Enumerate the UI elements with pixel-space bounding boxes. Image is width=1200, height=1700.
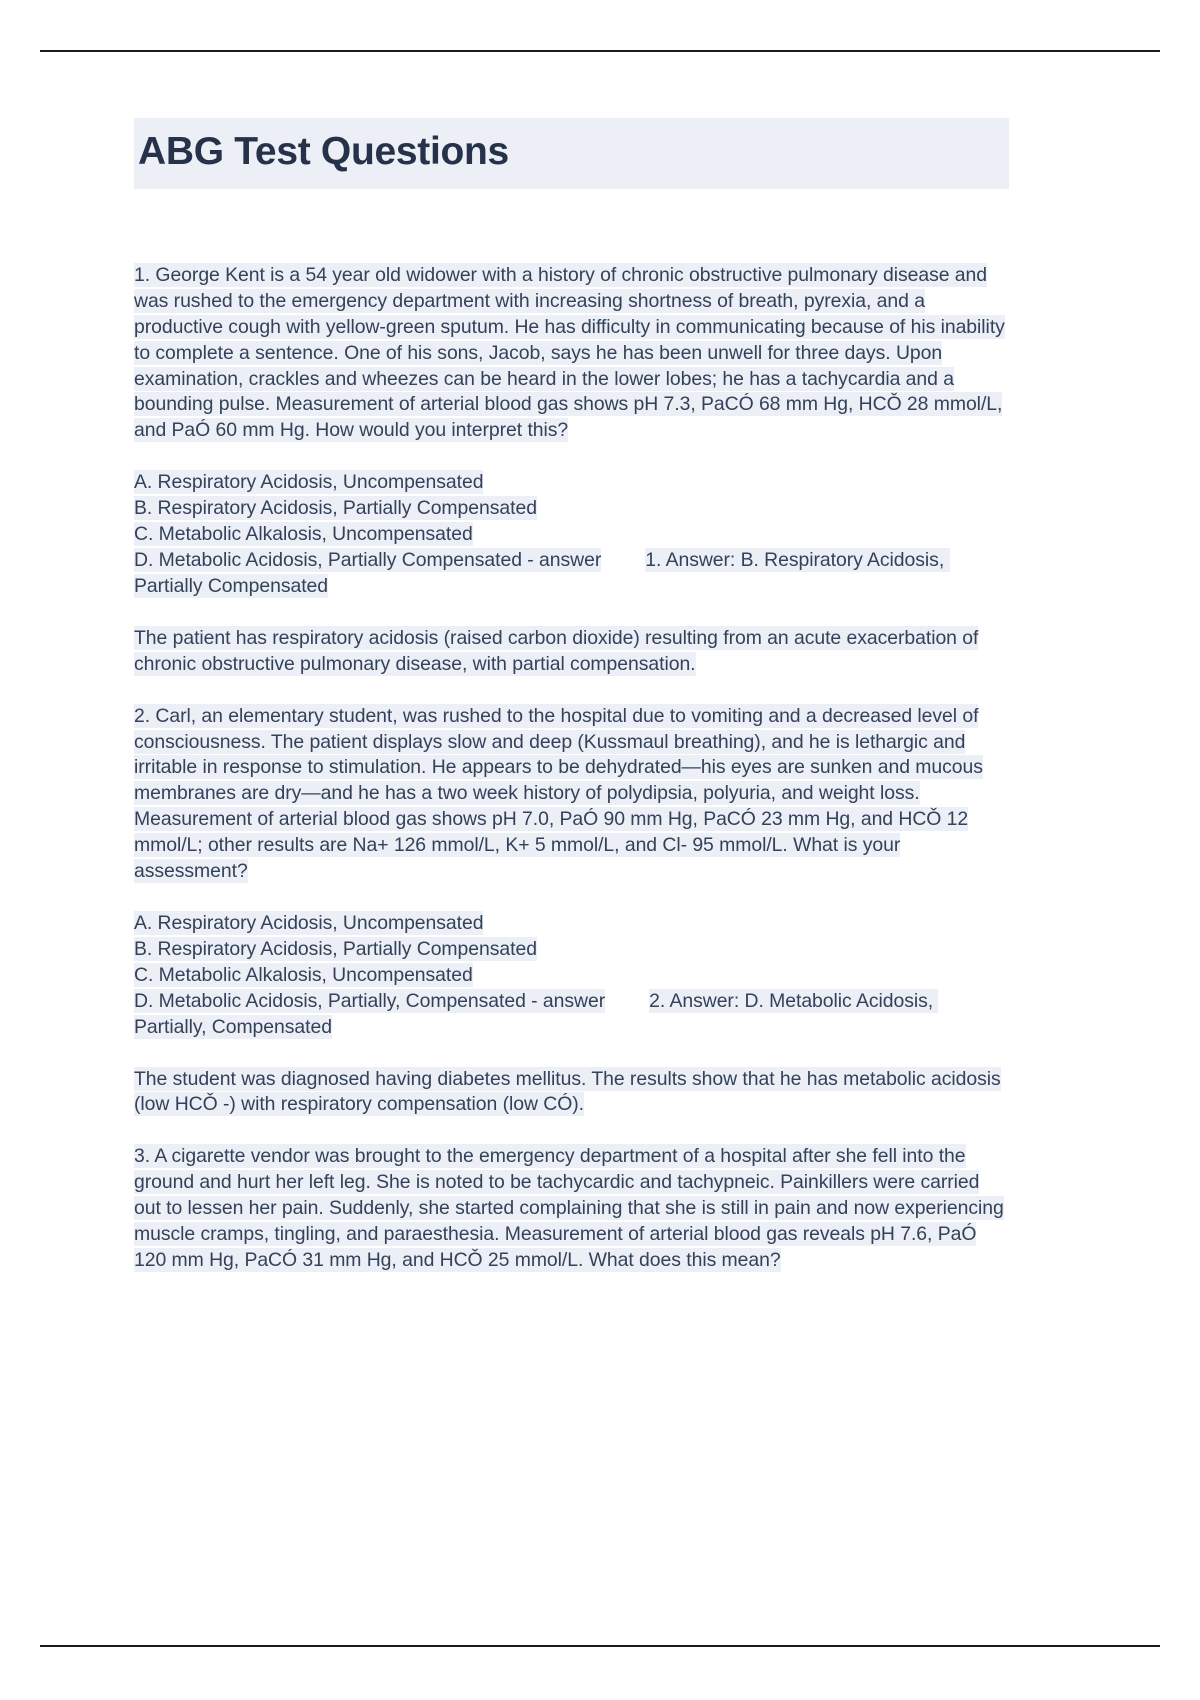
question-1-rationale-text: The patient has respiratory acidosis (raised carbon dioxide) resulting from an acute exacerbation of chronic obstructive pulmonary disease, with partial compensation. [134, 626, 979, 675]
question-2-stem-text: 2. Carl, an elementary student, was rushed to the hospital due to vomiting and a decreased level of consciousness. The patient displays slow and deep (Kussmaul breathing), and he is lethargic and irritable in response to stimulation. He appears to be dehydrated—his eyes are sunken and mucous membranes are dry—and he has a two week history of polydipsia, polyuria, and weight loss. Measurement of arterial blood gas shows pH 7.0, PaÓ 90 mm Hg, PaCÓ 23 mm Hg, and HCǑ 12 mmol/L; other results are Na+ 126 mmol/L, K+ 5 mmol/L, and Cl- 95 mmol/L. What is your assessment? [134, 704, 983, 883]
option-text: A. Respiratory Acidosis, Uncompensated [134, 471, 484, 494]
question-1-rationale [134, 626, 1009, 678]
spacer [134, 444, 1009, 470]
question-1-option-c [134, 522, 1009, 548]
spacer [134, 1041, 1009, 1067]
option-text: C. Metabolic Alkalosis, Uncompensated [134, 963, 473, 986]
option-text: D. Metabolic Acidosis, Partially, Compensated - answer [134, 989, 606, 1012]
spacer [134, 600, 1009, 626]
question-1-option-a [134, 470, 1009, 496]
question-1-stem [134, 263, 1009, 444]
spacer [134, 189, 1009, 263]
question-3-stem [134, 1144, 1009, 1274]
question-1-stem-text: 1. George Kent is a 54 year old widower with a history of chronic obstructive pulmonary disease and was rushed to the emergency department with increasing shortness of breath, pyrexia, and a productive cough with yellow-green sputum. He has difficulty in communicating because of his inability to complete a sentence. One of his sons, Jacob, says he has been unwell for three days. Upon examination, crackles and wheezes can be heard in the lower lobes; he has a tachycardia and a bounding pulse. Measurement of arterial blood gas shows pH 7.3, PaCÓ 68 mm Hg, HCǑ 28 mmol/L, and PaÓ 60 mm Hg. How would you interpret this? [134, 263, 1005, 442]
option-text: A. Respiratory Acidosis, Uncompensated [134, 911, 484, 934]
page-title: ABG Test Questions [138, 130, 509, 173]
option-text: C. Metabolic Alkalosis, Uncompensated [134, 523, 473, 546]
question-2-options [134, 911, 1009, 1041]
spacer [134, 1118, 1009, 1144]
question-3-stem-text: 3. A cigarette vendor was brought to the emergency department of a hospital after she fell into the ground and hurt her left leg. She is noted to be tachycardic and tachypneic. Painkillers were carried out to lessen her pain. Suddenly, she started complaining that she is still in pain and now experiencing muscle cramps, tingling, and paraesthesia. Measurement of arterial blood gas reveals pH 7.6, PaÓ 120 mm Hg, PaCÓ 31 mm Hg, and HCǑ 25 mmol/L. What does this mean? [134, 1145, 1004, 1271]
question-2-rationale [134, 1067, 1009, 1119]
question-1-answer: 1. Answer: B. Respiratory Acidosis, Partially Compensated [134, 549, 950, 597]
title-banner [134, 118, 1009, 189]
question-2-rationale-text: The student was diagnosed having diabetes mellitus. The results show that he has metabolic acidosis (low HCǑ -) with respiratory compensation (low CÓ). [134, 1067, 1001, 1116]
question-2-option-a [134, 911, 1009, 937]
question-2-option-b [134, 937, 1009, 963]
header-divider-rule [40, 50, 1160, 52]
question-1-options [134, 470, 1009, 600]
option-text: B. Respiratory Acidosis, Partially Compensated [134, 937, 537, 960]
question-2-option-d [134, 989, 1009, 1041]
question-1-option-d [134, 548, 1009, 600]
option-text: D. Metabolic Acidosis, Partially Compensated - answer [134, 549, 602, 571]
question-2-stem [134, 704, 1009, 885]
document-body [134, 118, 1009, 1274]
spacer [134, 885, 1009, 911]
option-text: B. Respiratory Acidosis, Partially Compensated [134, 497, 537, 520]
question-2-option-c [134, 963, 1009, 989]
footer-divider-rule [40, 1645, 1160, 1647]
question-2-answer: 2. Answer: D. Metabolic Acidosis, Partially, Compensated [134, 989, 939, 1038]
spacer [134, 678, 1009, 704]
question-1-option-b [134, 496, 1009, 522]
